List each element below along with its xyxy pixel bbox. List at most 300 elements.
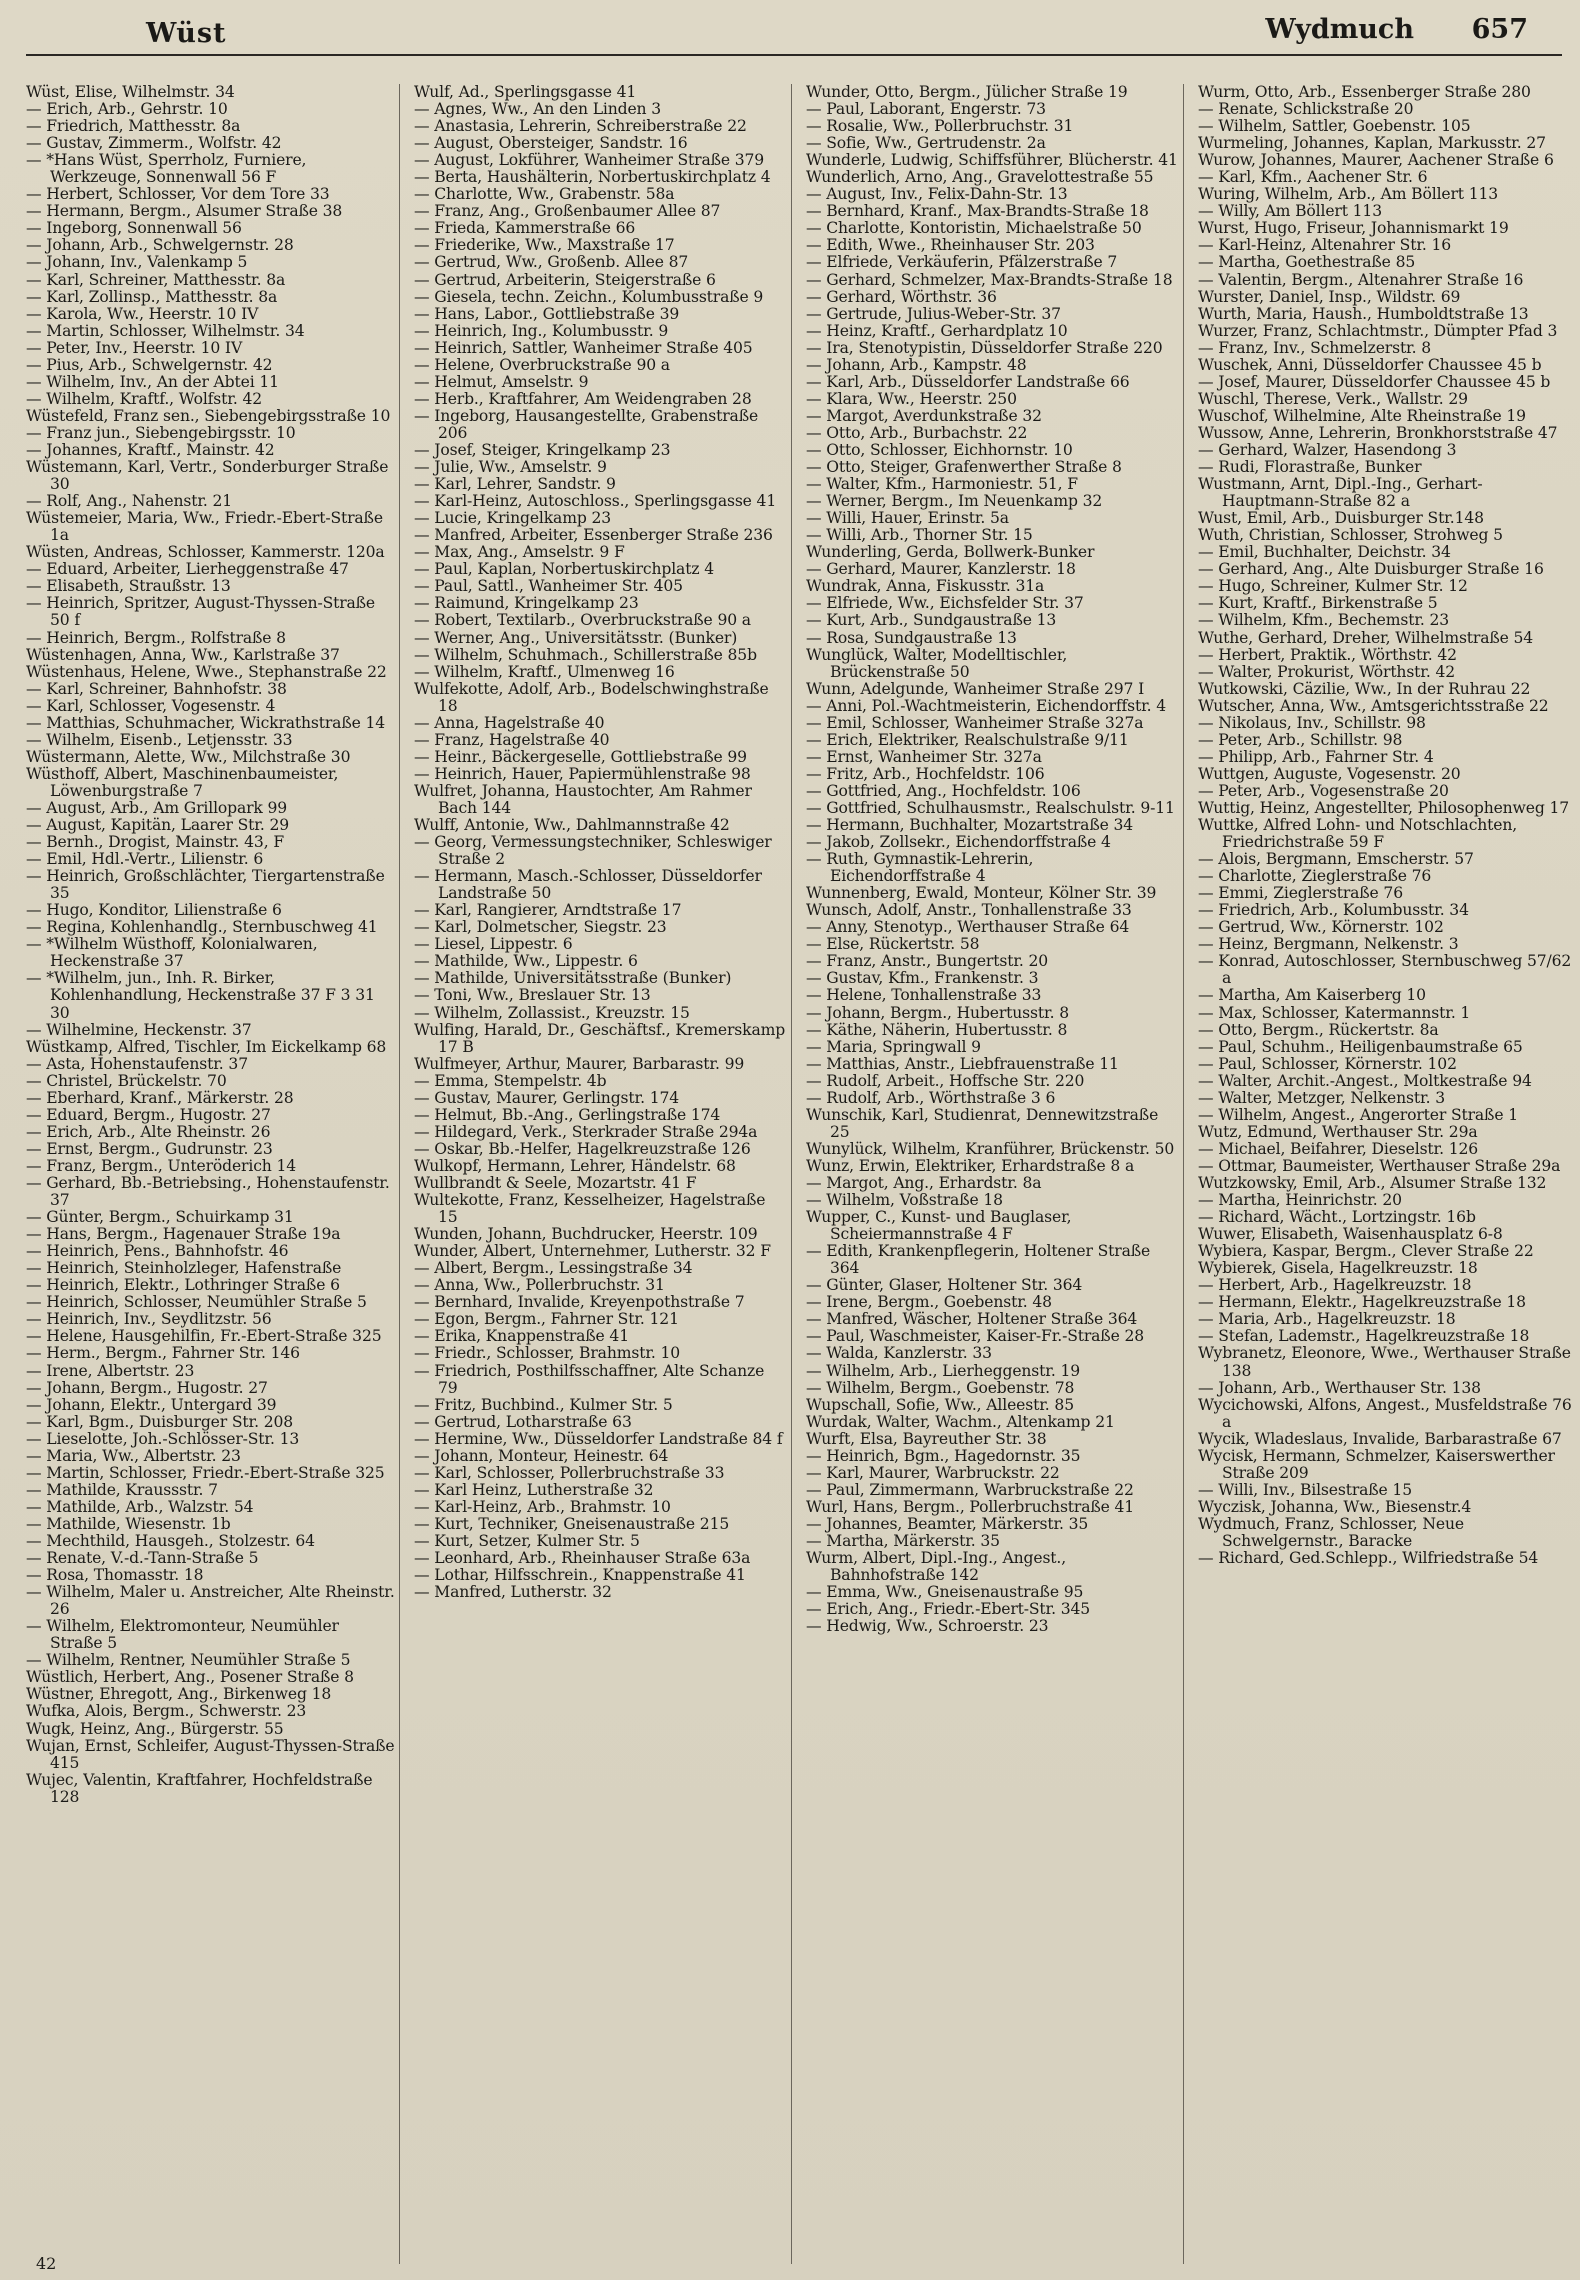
- directory-entry: — Johann, Arb., Kampstr. 48: [806, 355, 1027, 374]
- directory-entry: Wujec, Valentin, Kraftfahrer, Hochfeldstraße 128: [26, 1770, 373, 1806]
- directory-entry: — Franz, Inv., Schmelzerstr. 8: [1198, 338, 1432, 357]
- directory-entry: — Rolf, Ang., Nahenstr. 21: [26, 492, 233, 511]
- directory-entry: — Rudi, Florastraße, Bunker: [1198, 458, 1422, 477]
- column-1: [26, 84, 400, 2264]
- directory-entry: — Irene, Bergm., Goebenstr. 48: [806, 1293, 1052, 1312]
- directory-entry: — Wilhelmine, Heckenstr. 37: [26, 1020, 252, 1039]
- directory-entry: — Heinrich, Bergm., Rolfstraße 8: [26, 628, 286, 647]
- directory-entry: — Friedrich, Posthilfsschaffner, Alte Schanze 79: [414, 1361, 765, 1397]
- directory-entry: — Mathilde, Universitätsstraße (Bunker): [414, 969, 732, 988]
- header-first-surname: Wüst: [146, 18, 227, 49]
- directory-entry: — Hedwig, Ww., Schroerstr. 23: [806, 1617, 1049, 1636]
- directory-entry: Wüsthoff, Albert, Maschinenbaumeister, Löwenburgstraße 7: [26, 764, 339, 800]
- directory-entry: Wunylück, Wilhelm, Kranführer, Brückenstr. 50: [806, 1139, 1175, 1158]
- directory-entry: — Gertrud, Ww., Großenb. Allee 87: [414, 253, 689, 272]
- directory-entry: Wunderlich, Arno, Ang., Gravelottestraße 55: [806, 168, 1154, 187]
- directory-entry: — Berta, Haushälterin, Norbertuskirchplatz 4: [414, 168, 771, 187]
- directory-entry: — Martha, Am Kaiserberg 10: [1198, 986, 1426, 1005]
- directory-entry: Wunz, Erwin, Elektriker, Erhardstraße 8 a: [806, 1156, 1135, 1175]
- directory-entry: — Robert, Textilarb., Overbruckstraße 90 a: [414, 611, 751, 630]
- directory-entry: Wydmuch, Franz, Schlosser, Neue Schwelgernstr., Baracke: [1198, 1514, 1464, 1550]
- directory-entry: — Emil, Buchhalter, Deichstr. 34: [1198, 543, 1451, 562]
- page-header: [26, 10, 1562, 56]
- directory-entry: — Josef, Maurer, Düsseldorfer Chaussee 45 b: [1198, 372, 1551, 391]
- directory-entry: — Paul, Kaplan, Norbertuskirchplatz 4: [414, 560, 714, 579]
- directory-entry: — Ira, Stenotypistin, Düsseldorfer Straße 220: [806, 338, 1163, 357]
- directory-entry: Wurth, Maria, Haush., Humboldtstraße 13: [1198, 304, 1529, 323]
- directory-entry: — Margot, Ang., Erhardstr. 8a: [806, 1174, 1042, 1192]
- directory-entry: — Anastasia, Lehrerin, Schreiberstraße 22: [414, 117, 747, 136]
- directory-entry: Wurm, Otto, Arb., Essenberger Straße 280: [1198, 84, 1531, 101]
- directory-entry: Wurmeling, Johannes, Kaplan, Markusstr. 27: [1198, 134, 1546, 153]
- directory-entry: Wurdak, Walter, Wachm., Altenkamp 21: [806, 1412, 1115, 1431]
- directory-entry: Wunglück, Walter, Modelltischler, Brückenstraße 50: [806, 645, 1068, 681]
- directory-entry: Wultekotte, Franz, Kesselheizer, Hagelstraße 15: [414, 1191, 766, 1227]
- directory-entry: — Christel, Brückelstr. 70: [26, 1071, 227, 1090]
- directory-entry: — Albert, Bergm., Lessingstraße 34: [414, 1259, 693, 1278]
- directory-entry: — Paul, Laborant, Engerstr. 73: [806, 100, 1046, 119]
- directory-entry: — Herbert, Arb., Hagelkreuzstr. 18: [1198, 1276, 1472, 1295]
- directory-entry: — Otto, Schlosser, Eichhornstr. 10: [806, 440, 1073, 459]
- directory-entry: — Herb., Kraftfahrer, Am Weidengraben 28: [414, 389, 752, 408]
- directory-entry: — Heinrich, Bgm., Hagedornstr. 35: [806, 1446, 1081, 1465]
- directory-entry: — Emma, Ww., Gneisenaustraße 95: [806, 1583, 1084, 1602]
- directory-entry: — Wilhelm, Eisenb., Letjensstr. 33: [26, 730, 293, 749]
- directory-entry: — Herbert, Praktik., Wörthstr. 42: [1198, 645, 1457, 664]
- directory-entry: — Alois, Bergmann, Emscherstr. 57: [1198, 850, 1474, 869]
- directory-entry: Wulfret, Johanna, Haustochter, Am Rahmer Bach 144: [414, 781, 752, 817]
- directory-entry: Wurzer, Franz, Schlachtmstr., Dümpter Pfad 3: [1198, 321, 1558, 340]
- directory-entry: — Willi, Hauer, Erinstr. 5a: [806, 509, 1009, 528]
- directory-entry: — Lucie, Kringelkamp 23: [414, 509, 612, 528]
- directory-entry: — Nikolaus, Inv., Schillstr. 98: [1198, 713, 1426, 732]
- directory-entry: — August, Arb., Am Grillopark 99: [26, 798, 288, 817]
- directory-entry: — Friedrich, Matthesstr. 8a: [26, 117, 241, 136]
- directory-entry: Wunderle, Ludwig, Schiffsführer, Blücherstr. 41: [806, 151, 1178, 170]
- directory-entry: — Richard, Ged.Schlepp., Wilfriedstraße 54: [1198, 1549, 1539, 1568]
- directory-entry: — Eberhard, Kranf., Märkerstr. 28: [26, 1088, 294, 1107]
- directory-entry: — Karl Heinz, Lutherstraße 32: [414, 1480, 654, 1499]
- directory-entry: — Hermann, Masch.-Schlosser, Düsseldorfer Landstraße 50: [414, 867, 762, 903]
- directory-entry: Wuschl, Therese, Verk., Wallstr. 29: [1198, 389, 1468, 408]
- directory-entry: — Karl, Schlosser, Pollerbruchstraße 33: [414, 1463, 725, 1482]
- directory-entry: Wüstermann, Alette, Ww., Milchstraße 30: [26, 747, 351, 766]
- directory-entry: — Gerhard, Wörthstr. 36: [806, 287, 997, 306]
- directory-entry: — Mathilde, Arb., Walzstr. 54: [26, 1497, 254, 1516]
- directory-entry: — Wilhelm, Rentner, Neumühler Straße 5: [26, 1651, 351, 1670]
- directory-entry: — Johann, Elektr., Untergard 39: [26, 1395, 277, 1414]
- directory-entry: — Johannes, Kraftf., Mainstr. 42: [26, 440, 275, 459]
- directory-entry: — August, Kapitän, Laarer Str. 29: [26, 816, 290, 835]
- directory-entry: — Heinrich, Elektr., Lothringer Straße 6: [26, 1276, 340, 1295]
- directory-entry: — Oskar, Bb.-Helfer, Hagelkreuzstraße 126: [414, 1139, 751, 1158]
- directory-entry: Wüstefeld, Franz sen., Siebengebirgsstraße 10: [26, 406, 391, 425]
- header-last-surname: Wydmuch: [1265, 14, 1414, 45]
- directory-entry: Wutkowski, Cäzilie, Ww., In der Ruhrau 22: [1198, 679, 1531, 698]
- directory-entry: Wüstlich, Herbert, Ang., Posener Straße 8: [26, 1668, 354, 1687]
- directory-entry: — Gertrud, Lotharstraße 63: [414, 1412, 632, 1431]
- directory-entry: — Walter, Kfm., Harmoniestr. 51, F: [806, 475, 1078, 494]
- directory-entry: — Klara, Ww., Heerstr. 250: [806, 389, 1017, 408]
- directory-entry: Wulf, Ad., Sperlingsgasse 41: [414, 84, 637, 101]
- directory-entry: — Helmut, Amselstr. 9: [414, 372, 589, 391]
- directory-entry: — Stefan, Lademstr., Hagelkreuzstraße 18: [1198, 1327, 1530, 1346]
- directory-entry: — Karola, Ww., Heerstr. 10 IV: [26, 304, 259, 323]
- directory-entry: — Heinrich, Großschlächter, Tiergartenstraße 35: [26, 867, 385, 903]
- directory-entry: Wuttgen, Auguste, Vogesenstr. 20: [1198, 764, 1461, 783]
- directory-entry: — Margot, Averdunkstraße 32: [806, 406, 1042, 425]
- directory-entry: — Else, Rückertstr. 58: [806, 935, 980, 954]
- directory-entry: — Johann, Arb., Werthauser Str. 138: [1198, 1378, 1481, 1397]
- directory-entry: — Gerhard, Schmelzer, Max-Brandts-Straße 18: [806, 270, 1173, 289]
- directory-entry: — Eduard, Bergm., Hugostr. 27: [26, 1105, 271, 1124]
- directory-entry: — Werner, Ang., Universitätsstr. (Bunker): [414, 628, 738, 647]
- directory-entry: — Karl, Zollinsp., Matthesstr. 8a: [26, 287, 278, 306]
- directory-entry: Wugk, Heinz, Ang., Bürgerstr. 55: [26, 1719, 284, 1738]
- directory-entry: — Rudolf, Arbeit., Hoffsche Str. 220: [806, 1071, 1085, 1090]
- directory-entry: — Charlotte, Ww., Grabenstr. 58a: [414, 185, 675, 204]
- directory-entry: — Karl, Schlosser, Vogesenstr. 4: [26, 696, 276, 715]
- directory-entry: — Manfred, Wäscher, Holtener Straße 364: [806, 1310, 1138, 1329]
- directory-entry: Wullbrandt & Seele, Mozartstr. 41 F: [414, 1174, 697, 1192]
- directory-entry: — Max, Schlosser, Katermannstr. 1: [1198, 1003, 1471, 1022]
- directory-entry: — Heinz, Kraftf., Gerhardplatz 10: [806, 321, 1068, 340]
- directory-entry: — Renate, Schlickstraße 20: [1198, 100, 1414, 119]
- directory-entry: Wunsch, Adolf, Anstr., Tonhallenstraße 33: [806, 901, 1132, 920]
- directory-entry: Wurow, Johannes, Maurer, Aachener Straße 6: [1198, 151, 1554, 170]
- directory-entry: — Günter, Glaser, Holtener Str. 364: [806, 1276, 1083, 1295]
- directory-entry: Wüstenhaus, Helene, Wwe., Stephanstraße 22: [26, 662, 387, 681]
- directory-entry: — Emil, Schlosser, Wanheimer Straße 327a: [806, 713, 1144, 732]
- directory-entry: — Lieselotte, Joh.-Schlösser-Str. 13: [26, 1429, 300, 1448]
- directory-entry: — Lothar, Hilfsschrein., Knappenstraße 41: [414, 1566, 746, 1585]
- directory-columns: [26, 84, 1572, 2264]
- directory-entry: — August, Inv., Felix-Dahn-Str. 13: [806, 185, 1068, 204]
- column-2: [414, 84, 792, 2264]
- directory-entry: — Matthias, Anstr., Liebfrauenstraße 11: [806, 1054, 1119, 1073]
- directory-entry: — Herm., Bergm., Fahrner Str. 146: [26, 1344, 300, 1363]
- directory-entry: — Karl, Schreiner, Bahnhofstr. 38: [26, 679, 287, 698]
- directory-entry: Wunder, Otto, Bergm., Jülicher Straße 19: [806, 84, 1128, 101]
- directory-entry: Wuschof, Wilhelmine, Alte Rheinstraße 19: [1198, 406, 1526, 425]
- directory-entry: — Wilhelm, Kraftf., Ulmenweg 16: [414, 662, 675, 681]
- directory-entry: — Rosalie, Ww., Pollerbruchstr. 31: [806, 117, 1074, 136]
- directory-entry: — Walter, Metzger, Nelkenstr. 3: [1198, 1088, 1445, 1107]
- directory-entry: — Gustav, Maurer, Gerlingstr. 174: [414, 1088, 680, 1107]
- directory-entry: Wüstemeier, Maria, Ww., Friedr.-Ebert-Straße 1a: [26, 509, 383, 545]
- directory-entry: — Hugo, Schreiner, Kulmer Str. 12: [1198, 577, 1468, 596]
- directory-entry: — Mathilde, Kraussstr. 7: [26, 1480, 218, 1499]
- directory-entry: — Gottfried, Schulhausmstr., Realschulstr. 9-11: [806, 798, 1175, 817]
- directory-entry: Wycichowski, Alfons, Angest., Musfeldstraße 76 a: [1198, 1395, 1572, 1431]
- directory-entry: — Helene, Tonhallenstraße 33: [806, 986, 1042, 1005]
- directory-entry: — Julie, Ww., Amselstr. 9: [414, 458, 607, 477]
- directory-entry: — Wilhelm, Zollassist., Kreuzstr. 15: [414, 1003, 690, 1022]
- directory-entry: Wujan, Ernst, Schleifer, August-Thyssen-Straße 415: [26, 1736, 395, 1772]
- directory-entry: — Heinr., Bäckergeselle, Gottliebstraße 99: [414, 747, 747, 766]
- directory-entry: — Heinrich, Pens., Bahnhofstr. 46: [26, 1242, 289, 1261]
- directory-entry: — Martin, Schlosser, Wilhelmstr. 34: [26, 321, 305, 340]
- directory-entry: — Irene, Albertstr. 23: [26, 1361, 195, 1380]
- page-number: 657: [1471, 14, 1528, 45]
- directory-entry: — Charlotte, Kontoristin, Michaelstraße 50: [806, 219, 1142, 238]
- directory-entry: — Gerhard, Maurer, Kanzlerstr. 18: [806, 560, 1076, 579]
- directory-entry: Wulfmeyer, Arthur, Maurer, Barbarastr. 99: [414, 1054, 745, 1073]
- directory-entry: — Willy, Am Böllert 113: [1198, 202, 1382, 221]
- directory-entry: Wussow, Anne, Lehrerin, Bronkhorststraße 47: [1198, 423, 1558, 442]
- directory-entry: — Charlotte, Zieglerstraße 76: [1198, 867, 1432, 886]
- directory-entry: — Erika, Knappenstraße 41: [414, 1327, 629, 1346]
- directory-entry: — Kurt, Techniker, Gneisenaustraße 215: [414, 1514, 730, 1533]
- directory-entry: Wulkopf, Hermann, Lehrer, Händelstr. 68: [414, 1156, 736, 1175]
- directory-entry: — Josef, Steiger, Kringelkamp 23: [414, 440, 671, 459]
- directory-entry: — Heinrich, Inv., Seydlitzstr. 56: [26, 1310, 272, 1329]
- directory-entry: — Franz jun., Siebengebirgsstr. 10: [26, 423, 296, 442]
- directory-entry: — Hermann, Elektr., Hagelkreuzstraße 18: [1198, 1293, 1526, 1312]
- directory-entry: — Johann, Arb., Schwelgernstr. 28: [26, 236, 294, 255]
- directory-entry: Wurm, Albert, Dipl.-Ing., Angest., Bahnhofstraße 142: [806, 1549, 1067, 1585]
- directory-entry: — Bernh., Drogist, Mainstr. 43, F: [26, 833, 284, 852]
- directory-entry: Wutzkowsky, Emil, Arb., Alsumer Straße 132: [1198, 1174, 1547, 1192]
- directory-entry: — Karl, Lehrer, Sandstr. 9: [414, 475, 616, 494]
- directory-entry: Wulfekotte, Adolf, Arb., Bodelschwinghstraße 18: [414, 679, 769, 715]
- directory-entry: — Heinrich, Spritzer, August-Thyssen-Straße 50 f: [26, 594, 376, 630]
- directory-entry: — Karl, Dolmetscher, Siegstr. 23: [414, 918, 667, 937]
- directory-entry: — Käthe, Näherin, Hubertusstr. 8: [806, 1020, 1068, 1039]
- directory-entry: — Fritz, Arb., Hochfeldstr. 106: [806, 764, 1045, 783]
- directory-entry: Wunderling, Gerda, Bollwerk-Bunker: [806, 543, 1095, 562]
- directory-entry: — *Wilhelm Wüsthoff, Kolonialwaren, Heckenstraße 37: [26, 935, 318, 971]
- directory-entry: Wuth, Christian, Schlosser, Strohweg 5: [1198, 526, 1503, 545]
- column-4: [1198, 84, 1576, 2264]
- directory-entry: — Karl, Schreiner, Matthesstr. 8a: [26, 270, 286, 289]
- directory-entry: Wurl, Hans, Bergm., Pollerbruchstraße 41: [806, 1497, 1135, 1516]
- directory-entry: — Heinrich, Steinholzleger, Hafenstraße: [26, 1259, 342, 1278]
- directory-entry: — Georg, Vermessungstechniker, Schleswiger Straße 2: [414, 833, 772, 869]
- directory-entry: — Peter, Arb., Schillstr. 98: [1198, 730, 1403, 749]
- directory-entry: — Wilhelm, Voßstraße 18: [806, 1191, 1003, 1210]
- directory-entry: Wunnenberg, Ewald, Monteur, Kölner Str. 39: [806, 884, 1157, 903]
- directory-entry: — Gustav, Zimmerm., Wolfstr. 42: [26, 134, 282, 153]
- directory-entry: — Regina, Kohlenhandlg., Sternbuschweg 41: [26, 918, 378, 937]
- directory-entry: Wupper, C., Kunst- und Bauglaser, Scheiermannstraße 4 F: [806, 1208, 1072, 1244]
- directory-entry: — Elisabeth, Straußstr. 13: [26, 577, 231, 596]
- directory-entry: Wuttig, Heinz, Angestellter, Philosophenweg 17: [1198, 798, 1570, 817]
- directory-entry: — Raimund, Kringelkamp 23: [414, 594, 639, 613]
- directory-entry: — Wilhelm, Angest., Angerorter Straße 1: [1198, 1105, 1518, 1124]
- directory-entry: — Herbert, Schlosser, Vor dem Tore 33: [26, 185, 330, 204]
- directory-entry: Wuschek, Anni, Düsseldorfer Chaussee 45 b: [1198, 355, 1542, 374]
- directory-entry: — Edith, Wwe., Rheinhauser Str. 203: [806, 236, 1095, 255]
- directory-entry: Wust, Emil, Arb., Duisburger Str.148: [1198, 509, 1484, 528]
- directory-entry: — Karl-Heinz, Arb., Brahmstr. 10: [414, 1497, 671, 1516]
- directory-entry: — *Hans Wüst, Sperrholz, Furniere, Werkzeuge, Sonnenwall 56 F: [26, 151, 307, 187]
- directory-entry: Wüst, Elise, Wilhelmstr. 34: [26, 84, 235, 101]
- directory-entry: Wuwer, Elisabeth, Waisenhausplatz 6-8: [1198, 1225, 1503, 1244]
- directory-entry: — Helene, Overbruckstraße 90 a: [414, 355, 670, 374]
- directory-entry: — Anna, Ww., Pollerbruchstr. 31: [414, 1276, 665, 1295]
- directory-entry: Wuttke, Alfred Lohn- und Notschlachten, Friedrichstraße 59 F: [1198, 816, 1518, 852]
- directory-entry: — Karl, Rangierer, Arndtstraße 17: [414, 901, 682, 920]
- directory-entry: — Hans, Labor., Gottliebstraße 39: [414, 304, 680, 323]
- directory-entry: Wunschik, Karl, Studienrat, Dennewitzstraße 25: [806, 1105, 1159, 1141]
- directory-entry: — Hermine, Ww., Düsseldorfer Landstraße 84 f: [414, 1429, 783, 1448]
- directory-entry: Wunn, Adelgunde, Wanheimer Straße 297 I: [806, 679, 1145, 698]
- directory-entry: — Jakob, Zollsekr., Eichendorffstraße 4: [806, 833, 1111, 852]
- directory-entry: — Heinrich, Hauer, Papiermühlenstraße 98: [414, 764, 751, 783]
- directory-entry: Wurst, Hugo, Friseur, Johannismarkt 19: [1198, 219, 1509, 238]
- directory-entry: — August, Obersteiger, Sandstr. 16: [414, 134, 688, 153]
- directory-entry: — Heinrich, Sattler, Wanheimer Straße 405: [414, 338, 753, 357]
- directory-entry: — Erich, Arb., Gehrstr. 10: [26, 100, 228, 119]
- directory-entry: Wulfing, Harald, Dr., Geschäftsf., Kremerskamp 17 B: [414, 1020, 786, 1056]
- directory-entry: — Philipp, Arb., Fahrner Str. 4: [1198, 747, 1434, 766]
- directory-entry: — Karl, Arb., Düsseldorfer Landstraße 66: [806, 372, 1130, 391]
- directory-entry: — Manfred, Arbeiter, Essenberger Straße 236: [414, 526, 773, 545]
- directory-entry: — Franz, Hagelstraße 40: [414, 730, 610, 749]
- directory-entry: — Gerhard, Ang., Alte Duisburger Straße 16: [1198, 560, 1544, 579]
- directory-entry: — Wilhelm, Kfm., Bechemstr. 23: [1198, 611, 1450, 630]
- directory-entry: — Liesel, Lippestr. 6: [414, 935, 573, 954]
- directory-entry: — Johann, Bergm., Hugostr. 27: [26, 1378, 268, 1397]
- directory-entry: — Willi, Inv., Bilsestraße 15: [1198, 1480, 1412, 1499]
- directory-entry: — Walter, Archit.-Angest., Moltkestraße 94: [1198, 1071, 1532, 1090]
- directory-entry: — Fritz, Buchbind., Kulmer Str. 5: [414, 1395, 673, 1414]
- directory-entry: Wüstner, Ehregott, Ang., Birkenweg 18: [26, 1685, 332, 1704]
- directory-entry: — Gottfried, Ang., Hochfeldstr. 106: [806, 781, 1081, 800]
- directory-entry: — Friedrich, Arb., Kolumbusstr. 34: [1198, 901, 1469, 920]
- directory-entry: — Konrad, Autoschlosser, Sternbuschweg 57/62 a: [1198, 952, 1572, 988]
- directory-entry: Wutscher, Anna, Ww., Amtsgerichtsstraße 22: [1198, 696, 1549, 715]
- directory-entry: Wurster, Daniel, Insp., Wildstr. 69: [1198, 287, 1461, 306]
- directory-entry: — Walda, Kanzlerstr. 33: [806, 1344, 992, 1363]
- directory-entry: — Wilhelm, Schuhmach., Schillerstraße 85b: [414, 645, 757, 664]
- directory-entry: — Leonhard, Arb., Rheinhauser Straße 63a: [414, 1549, 751, 1568]
- directory-entry: — Wilhelm, Sattler, Goebenstr. 105: [1198, 117, 1471, 136]
- directory-entry: — Renate, V.-d.-Tann-Straße 5: [26, 1549, 259, 1568]
- directory-entry: Wufka, Alois, Bergm., Schwerstr. 23: [26, 1702, 307, 1721]
- directory-entry: — Otto, Steiger, Grafenwerther Straße 8: [806, 458, 1122, 477]
- directory-entry: — Johann, Inv., Valenkamp 5: [26, 253, 248, 272]
- directory-entry: — Johann, Monteur, Heinestr. 64: [414, 1446, 669, 1465]
- directory-entry: — Bernhard, Invalide, Kreyenpothstraße 7: [414, 1293, 745, 1312]
- directory-entry: Wybierek, Gisela, Hagelkreuzstr. 18: [1198, 1259, 1478, 1278]
- directory-entry: Wupschall, Sofie, Ww., Alleestr. 85: [806, 1395, 1074, 1414]
- directory-entry: — Ruth, Gymnastik-Lehrerin, Eichendorffstraße 4: [806, 850, 1034, 886]
- directory-entry: — Ottmar, Baumeister, Werthauser Straße 29a: [1198, 1156, 1561, 1175]
- column-3: [806, 84, 1184, 2264]
- directory-entry: — Michael, Beifahrer, Dieselstr. 126: [1198, 1139, 1479, 1158]
- directory-entry: — Helmut, Bb.-Ang., Gerlingstraße 174: [414, 1105, 721, 1124]
- directory-entry: Wurft, Elsa, Bayreuther Str. 38: [806, 1429, 1047, 1448]
- directory-entry: Wunder, Albert, Unternehmer, Lutherstr. 32 F: [414, 1242, 771, 1261]
- directory-entry: — Ingeborg, Sonnenwall 56: [26, 219, 242, 238]
- directory-entry: — Karl, Bgm., Duisburger Str. 208: [26, 1412, 294, 1431]
- directory-entry: — Maria, Ww., Albertstr. 23: [26, 1446, 241, 1465]
- directory-entry: — Walter, Prokurist, Wörthstr. 42: [1198, 662, 1456, 681]
- directory-entry: — Gerhard, Walzer, Hasendong 3: [1198, 440, 1457, 459]
- directory-entry: Wüstkamp, Alfred, Tischler, Im Eickelkamp 68: [26, 1037, 387, 1056]
- directory-entry: — Paul, Zimmermann, Warbruckstraße 22: [806, 1480, 1134, 1499]
- directory-entry: Wüstenhagen, Anna, Ww., Karlstraße 37: [26, 645, 340, 664]
- directory-entry: — Franz, Ang., Großenbaumer Allee 87: [414, 202, 721, 221]
- directory-entry: — Peter, Inv., Heerstr. 10 IV: [26, 338, 243, 357]
- directory-entry: — Martin, Schlosser, Friedr.-Ebert-Straße 325: [26, 1463, 385, 1482]
- directory-entry: — Franz, Bergm., Unteröderich 14: [26, 1156, 297, 1175]
- directory-entry: — Karl, Maurer, Warbruckstr. 22: [806, 1463, 1060, 1482]
- directory-entry: — Karl-Heinz, Altenahrer Str. 16: [1198, 236, 1452, 255]
- directory-entry: — Paul, Schlosser, Körnerstr. 102: [1198, 1054, 1457, 1073]
- directory-entry: — Heinrich, Schlosser, Neumühler Straße 5: [26, 1293, 367, 1312]
- directory-entry: — Friedr., Schlosser, Brahmstr. 10: [414, 1344, 681, 1363]
- directory-entry: — Otto, Bergm., Rückertstr. 8a: [1198, 1020, 1439, 1039]
- directory-entry: — Maria, Springwall 9: [806, 1037, 981, 1056]
- directory-entry: — Anni, Pol.-Wachtmeisterin, Eichendorffstr. 4: [806, 696, 1167, 715]
- directory-entry: — Willi, Arb., Thorner Str. 15: [806, 526, 1033, 545]
- directory-entry: Wuthe, Gerhard, Dreher, Wilhelmstraße 54: [1198, 628, 1534, 647]
- directory-entry: — Manfred, Lutherstr. 32: [414, 1583, 612, 1602]
- footer-signature-number: 42: [36, 2254, 57, 2273]
- directory-entry: — Wilhelm, Elektromonteur, Neumühler Straße 5: [26, 1617, 339, 1653]
- directory-entry: — Erich, Ang., Friedr.-Ebert-Str. 345: [806, 1600, 1091, 1619]
- directory-entry: Wulff, Antonie, Ww., Dahlmannstraße 42: [414, 816, 730, 835]
- directory-entry: — Ernst, Bergm., Gudrunstr. 23: [26, 1139, 273, 1158]
- directory-entry: — August, Lokführer, Wanheimer Straße 379: [414, 151, 765, 170]
- directory-entry: — Friederike, Ww., Maxstraße 17: [414, 236, 675, 255]
- directory-entry: — Hans, Bergm., Hagenauer Straße 19a: [26, 1225, 341, 1244]
- directory-entry: — Mathilde, Ww., Lippestr. 6: [414, 952, 638, 971]
- directory-entry: — Paul, Waschmeister, Kaiser-Fr.-Straße 28: [806, 1327, 1145, 1346]
- directory-entry: — Heinz, Bergmann, Nelkenstr. 3: [1198, 935, 1459, 954]
- directory-entry: — Bernhard, Kranf., Max-Brandts-Straße 18: [806, 202, 1149, 221]
- directory-entry: — *Wilhelm, jun., Inh. R. Birker, Kohlenhandlung, Heckenstraße 37 F 3 31 30: [26, 969, 375, 1022]
- directory-entry: — Edith, Krankenpflegerin, Holtener Straße 364: [806, 1242, 1151, 1278]
- directory-entry: — Wilhelm, Maler u. Anstreicher, Alte Rheinstr. 26: [26, 1583, 395, 1619]
- directory-entry: — Ernst, Wanheimer Str. 327a: [806, 747, 1042, 766]
- directory-entry: — Johannes, Beamter, Märkerstr. 35: [806, 1514, 1089, 1533]
- directory-entry: — Günter, Bergm., Schuirkamp 31: [26, 1208, 294, 1227]
- directory-entry: — Matthias, Schuhmacher, Wickrathstraße 14: [26, 713, 386, 732]
- directory-entry: — Erich, Elektriker, Realschulstraße 9/11: [806, 730, 1129, 749]
- directory-entry: — Martha, Heinrichstr. 20: [1198, 1191, 1402, 1210]
- directory-entry: — Hildegard, Verk., Sterkrader Straße 294a: [414, 1122, 758, 1141]
- directory-entry: — Martha, Märkerstr. 35: [806, 1531, 1000, 1550]
- directory-entry: Wüsten, Andreas, Schlosser, Kammerstr. 120a: [26, 543, 385, 562]
- directory-entry: — Elfriede, Ww., Eichsfelder Str. 37: [806, 594, 1084, 613]
- directory-entry: — Paul, Sattl., Wanheimer Str. 405: [414, 577, 683, 596]
- directory-entry: — Gertrude, Julius-Weber-Str. 37: [806, 304, 1061, 323]
- directory-entry: — Valentin, Bergm., Altenahrer Straße 16: [1198, 270, 1524, 289]
- directory-entry: — Hermann, Buchhalter, Mozartstraße 34: [806, 816, 1134, 835]
- directory-entry: — Maria, Arb., Hagelkreuzstr. 18: [1198, 1310, 1456, 1329]
- directory-entry: — Ingeborg, Hausangestellte, Grabenstraße 206: [414, 406, 759, 442]
- directory-entry: Wybranetz, Eleonore, Wwe., Werthauser Straße 138: [1198, 1344, 1571, 1380]
- directory-entry: — Hermann, Bergm., Alsumer Straße 38: [26, 202, 343, 221]
- directory-entry: — Eduard, Arbeiter, Lierheggenstraße 47: [26, 560, 349, 579]
- directory-entry: — Anny, Stenotyp., Werthauser Straße 64: [806, 918, 1130, 937]
- directory-entry: Wustmann, Arnt, Dipl.-Ing., Gerhart-Hauptmann-Straße 82 a: [1198, 475, 1483, 511]
- directory-entry: — Rosa, Sundgaustraße 13: [806, 628, 1017, 647]
- directory-entry: Wybiera, Kaspar, Bergm., Clever Straße 22: [1198, 1242, 1534, 1261]
- directory-entry: — Gertrud, Arbeiterin, Steigerstraße 6: [414, 270, 716, 289]
- directory-entry: — Giesela, techn. Zeichn., Kolumbusstraße 9: [414, 287, 764, 306]
- directory-entry: — Anna, Hagelstraße 40: [414, 713, 605, 732]
- directory-entry: Wyczisk, Johanna, Ww., Biesenstr.4: [1198, 1497, 1472, 1516]
- directory-entry: — Heinrich, Ing., Kolumbusstr. 9: [414, 321, 669, 340]
- directory-entry: — Gertrud, Ww., Körnerstr. 102: [1198, 918, 1444, 937]
- directory-entry: Wuring, Wilhelm, Arb., Am Böllert 113: [1198, 185, 1499, 204]
- directory-entry: — Mechthild, Hausgeh., Stolzestr. 64: [26, 1531, 315, 1550]
